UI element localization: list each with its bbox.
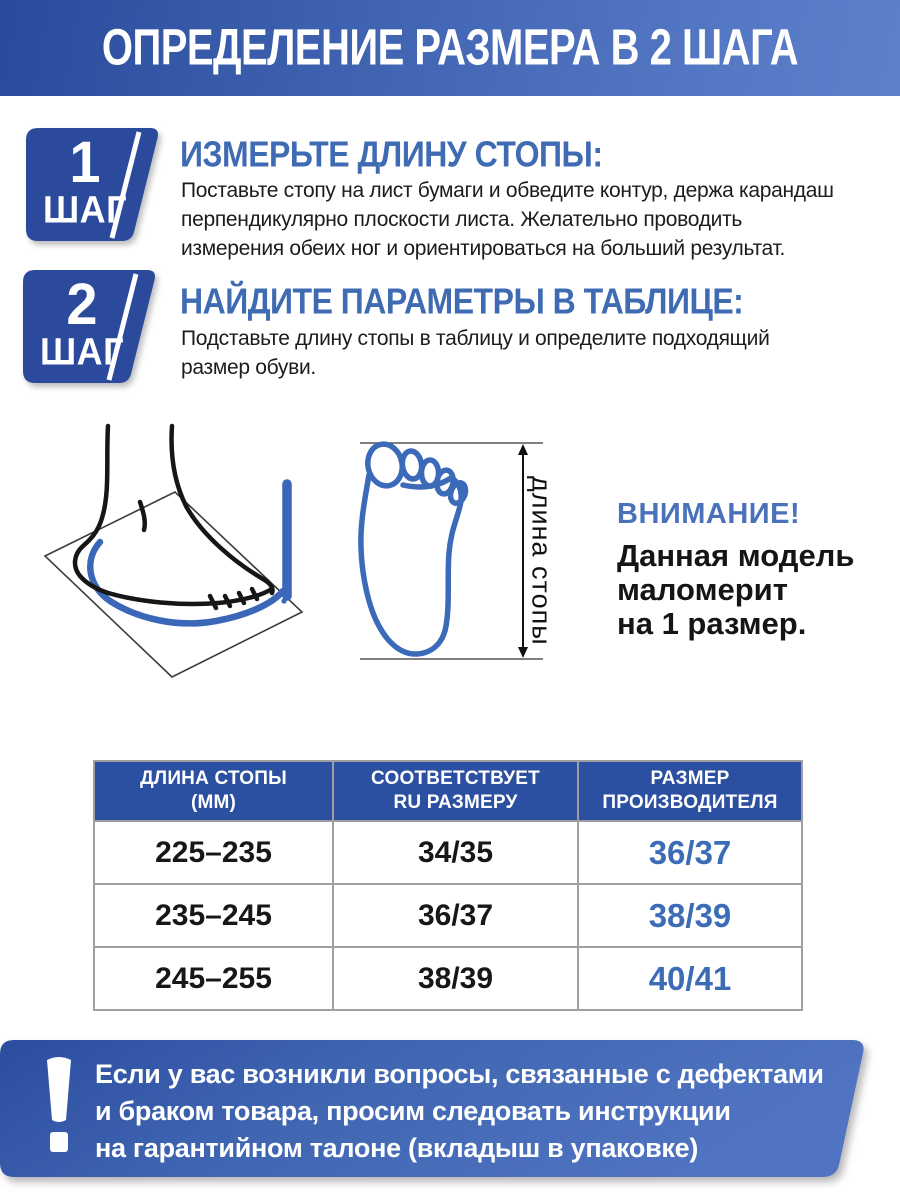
col-header-foot-length: ДЛИНА СТОПЫ (ММ) (95, 762, 332, 820)
table-row-3-foot-length: 245–255 (95, 946, 332, 1009)
attention-title: ВНИМАНИЕ! (617, 498, 801, 530)
step-2-description: Подставьте длину стопы в таблицу и определите подходящий размер обуви. (181, 327, 770, 379)
table-row-3-ru-size: 38/39 (332, 946, 577, 1009)
table-row-1-foot-length: 225–235 (95, 820, 332, 883)
step-2-heading: НАЙДИТЕ ПАРАМЕТРЫ В ТАБЛИЦЕ: (180, 280, 744, 322)
footer-warranty-text: Если у вас возникли вопросы, связанные с дефектами и браком товара, просим следовать инструкции на гарантийном талоне (вкладыш в упаковке) (95, 1059, 824, 1163)
size-table (93, 760, 803, 1011)
table-row-1-ru-size: 34/35 (332, 820, 577, 883)
foot-sole-measure-illustration-icon (345, 423, 545, 666)
step-1-label: ШАГ (42, 188, 128, 232)
attention-note: ВНИМАНИЕ! Данная модель маломерит на 1 размер. (617, 498, 867, 641)
step-1-description: Поставьте стопу на лист бумаги и обведите контур, держа карандаш перпендикулярно плоскости листа. Желательно проводить измерения обеих ног и ориентироваться на больший результат. (181, 179, 834, 260)
page-title: ОПРЕДЕЛЕНИЕ РАЗМЕРА В 2 ШАГА (101, 19, 799, 76)
step-1-heading: ИЗМЕРЬТЕ ДЛИНУ СТОПЫ: (180, 133, 603, 175)
step-2-number: 2 (66, 270, 98, 337)
table-row-2-ru-size: 36/37 (332, 883, 577, 946)
step-1-number: 1 (69, 128, 101, 195)
step-2-label: ШАГ (39, 330, 125, 374)
col-header-manufacturer-size: РАЗМЕР ПРОИЗВОДИТЕЛЯ (577, 762, 801, 820)
step-2-badge (23, 270, 159, 384)
header-banner (0, 0, 900, 96)
foot-tracing-illustration-icon (20, 420, 350, 700)
table-row-3-manufacturer-size: 40/41 (577, 946, 801, 1009)
table-row-2-manufacturer-size: 38/39 (577, 883, 801, 946)
footer-warranty-banner (0, 1040, 880, 1190)
exclamation-icon (42, 1054, 76, 1156)
foot-length-axis-label: длина стопы (526, 476, 557, 646)
col-header-ru-size: СООТВЕТСТВУЕТ RU РАЗМЕРУ (332, 762, 577, 820)
table-row-1-manufacturer-size: 36/37 (577, 820, 801, 883)
table-row-2-foot-length: 235–245 (95, 883, 332, 946)
step-1-badge (26, 128, 162, 242)
